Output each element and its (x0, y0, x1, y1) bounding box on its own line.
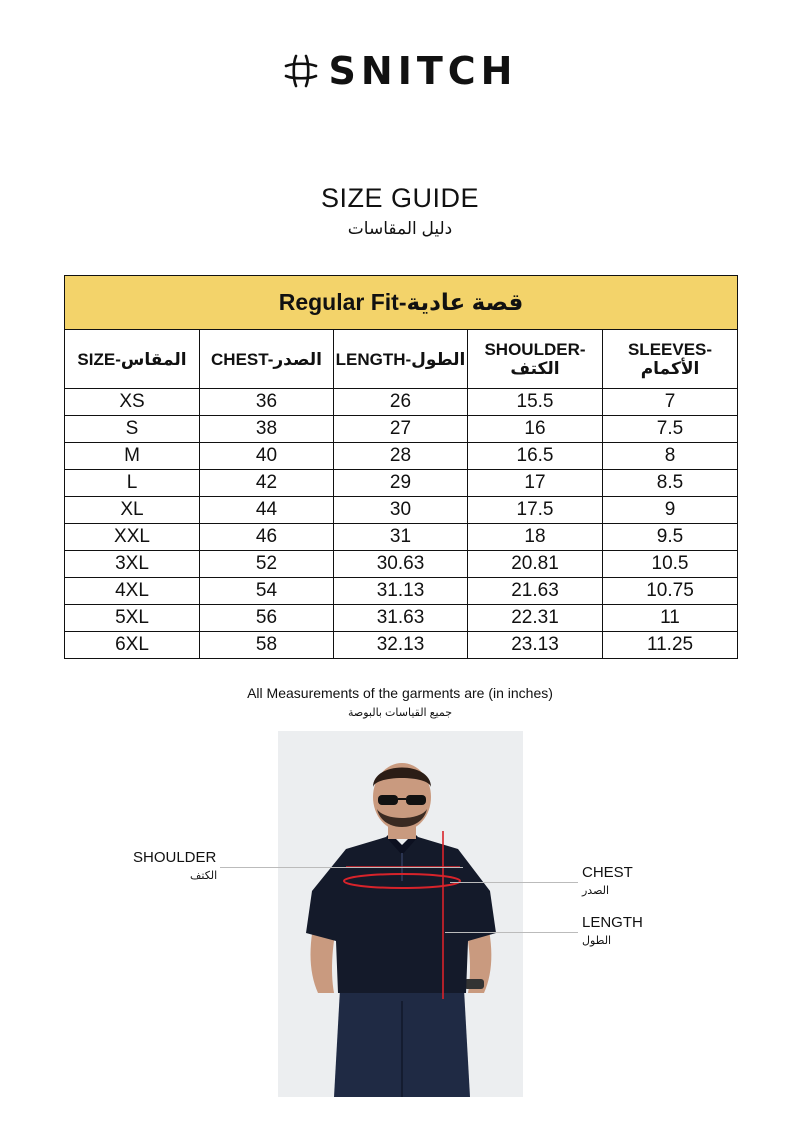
page-title-arabic: دليل المقاسات (347, 219, 453, 238)
table-cell: 10.5 (603, 551, 738, 578)
table-cell: 11.25 (603, 632, 738, 659)
table-row (65, 524, 738, 551)
snitch-grid-logo-icon (283, 53, 319, 89)
brand-logo (0, 48, 800, 94)
length-label: LENGTH (582, 914, 643, 931)
table-cell: 54 (200, 578, 334, 605)
table-row (65, 443, 738, 470)
column-header-row (65, 330, 738, 389)
shoulder-label-arabic: الكتف (190, 870, 218, 882)
table-row (65, 389, 738, 416)
table-row (65, 632, 738, 659)
table-cell: 31.13 (334, 578, 468, 605)
table-cell: 8.5 (603, 470, 738, 497)
table-cell: XS (65, 389, 200, 416)
chest-label: CHEST (582, 864, 633, 881)
measurement-note-arabic: جميع القياسات بالبوصة (347, 707, 453, 719)
table-cell: 8 (603, 443, 738, 470)
table-cell: 3XL (65, 551, 200, 578)
shoulder-guide-line (220, 867, 463, 868)
table-cell: 17.5 (468, 497, 603, 524)
table-cell: 58 (200, 632, 334, 659)
model-photo (278, 731, 523, 1097)
table-cell: 21.63 (468, 578, 603, 605)
table-cell: 6XL (65, 632, 200, 659)
table-row (65, 551, 738, 578)
table-cell: XXL (65, 524, 200, 551)
table-cell: S (65, 416, 200, 443)
column-header (200, 330, 334, 389)
chest-guide-line (450, 882, 578, 883)
table-cell: 11 (603, 605, 738, 632)
table-cell: 42 (200, 470, 334, 497)
table-cell: 20.81 (468, 551, 603, 578)
table-cell: 16 (468, 416, 603, 443)
size-chart-table (64, 275, 738, 659)
table-cell: 30.63 (334, 551, 468, 578)
column-header-ar: الطول (411, 349, 466, 369)
column-header-en: SIZE- (77, 349, 121, 369)
chest-label-arabic: الصدر (582, 885, 610, 897)
column-header-ar: المقاس (120, 349, 187, 369)
table-cell: 29 (334, 470, 468, 497)
table-row (65, 416, 738, 443)
shoulder-label: SHOULDER (133, 849, 217, 866)
column-header-ar: الكتف (510, 359, 560, 378)
column-header-en: SLEEVES- (627, 340, 713, 359)
table-cell: 17 (468, 470, 603, 497)
table-cell: 46 (200, 524, 334, 551)
column-header-ar: الصدر (273, 349, 322, 369)
table-cell: 22.31 (468, 605, 603, 632)
table-cell: 26 (334, 389, 468, 416)
fit-header-row (65, 276, 738, 330)
length-guide-line (445, 932, 578, 933)
column-header (603, 330, 738, 389)
column-header (65, 330, 200, 389)
page-title: SIZE GUIDE (320, 183, 480, 213)
table-cell: 52 (200, 551, 334, 578)
column-header-en: SHOULDER- (484, 340, 586, 359)
table-cell: 7.5 (603, 416, 738, 443)
table-row (65, 605, 738, 632)
measurement-note: All Measurements of the garments are (in inches) (247, 685, 553, 701)
table-cell: 36 (200, 389, 334, 416)
table-cell: XL (65, 497, 200, 524)
table-row (65, 497, 738, 524)
table-cell: 31 (334, 524, 468, 551)
size-chart-body (65, 389, 738, 659)
table-cell: 9 (603, 497, 738, 524)
model-illustration (278, 731, 523, 1097)
column-header-en: CHEST- (211, 349, 274, 369)
table-cell: 40 (200, 443, 334, 470)
table-cell: M (65, 443, 200, 470)
table-cell: 28 (334, 443, 468, 470)
column-header-en: LENGTH- (335, 349, 412, 369)
table-cell: 32.13 (334, 632, 468, 659)
table-cell: 38 (200, 416, 334, 443)
table-cell: 10.75 (603, 578, 738, 605)
table-row (65, 578, 738, 605)
length-label-arabic: الطول (582, 935, 612, 947)
brand-name: SNITCH (328, 49, 518, 93)
table-cell: 23.13 (468, 632, 603, 659)
table-cell: 4XL (65, 578, 200, 605)
table-cell: 44 (200, 497, 334, 524)
table-cell: 15.5 (468, 389, 603, 416)
table-cell: 16.5 (468, 443, 603, 470)
fit-label: Regular Fit-قصة عادية (65, 276, 738, 330)
table-cell: 30 (334, 497, 468, 524)
table-cell: 18 (468, 524, 603, 551)
table-cell: 27 (334, 416, 468, 443)
column-header-ar: الأكمام (640, 359, 700, 378)
table-cell: 5XL (65, 605, 200, 632)
table-cell: 9.5 (603, 524, 738, 551)
table-cell: 56 (200, 605, 334, 632)
table-cell: 31.63 (334, 605, 468, 632)
column-header (468, 330, 603, 389)
table-cell: 7 (603, 389, 738, 416)
table-cell: L (65, 470, 200, 497)
column-header (334, 330, 468, 389)
table-row (65, 470, 738, 497)
